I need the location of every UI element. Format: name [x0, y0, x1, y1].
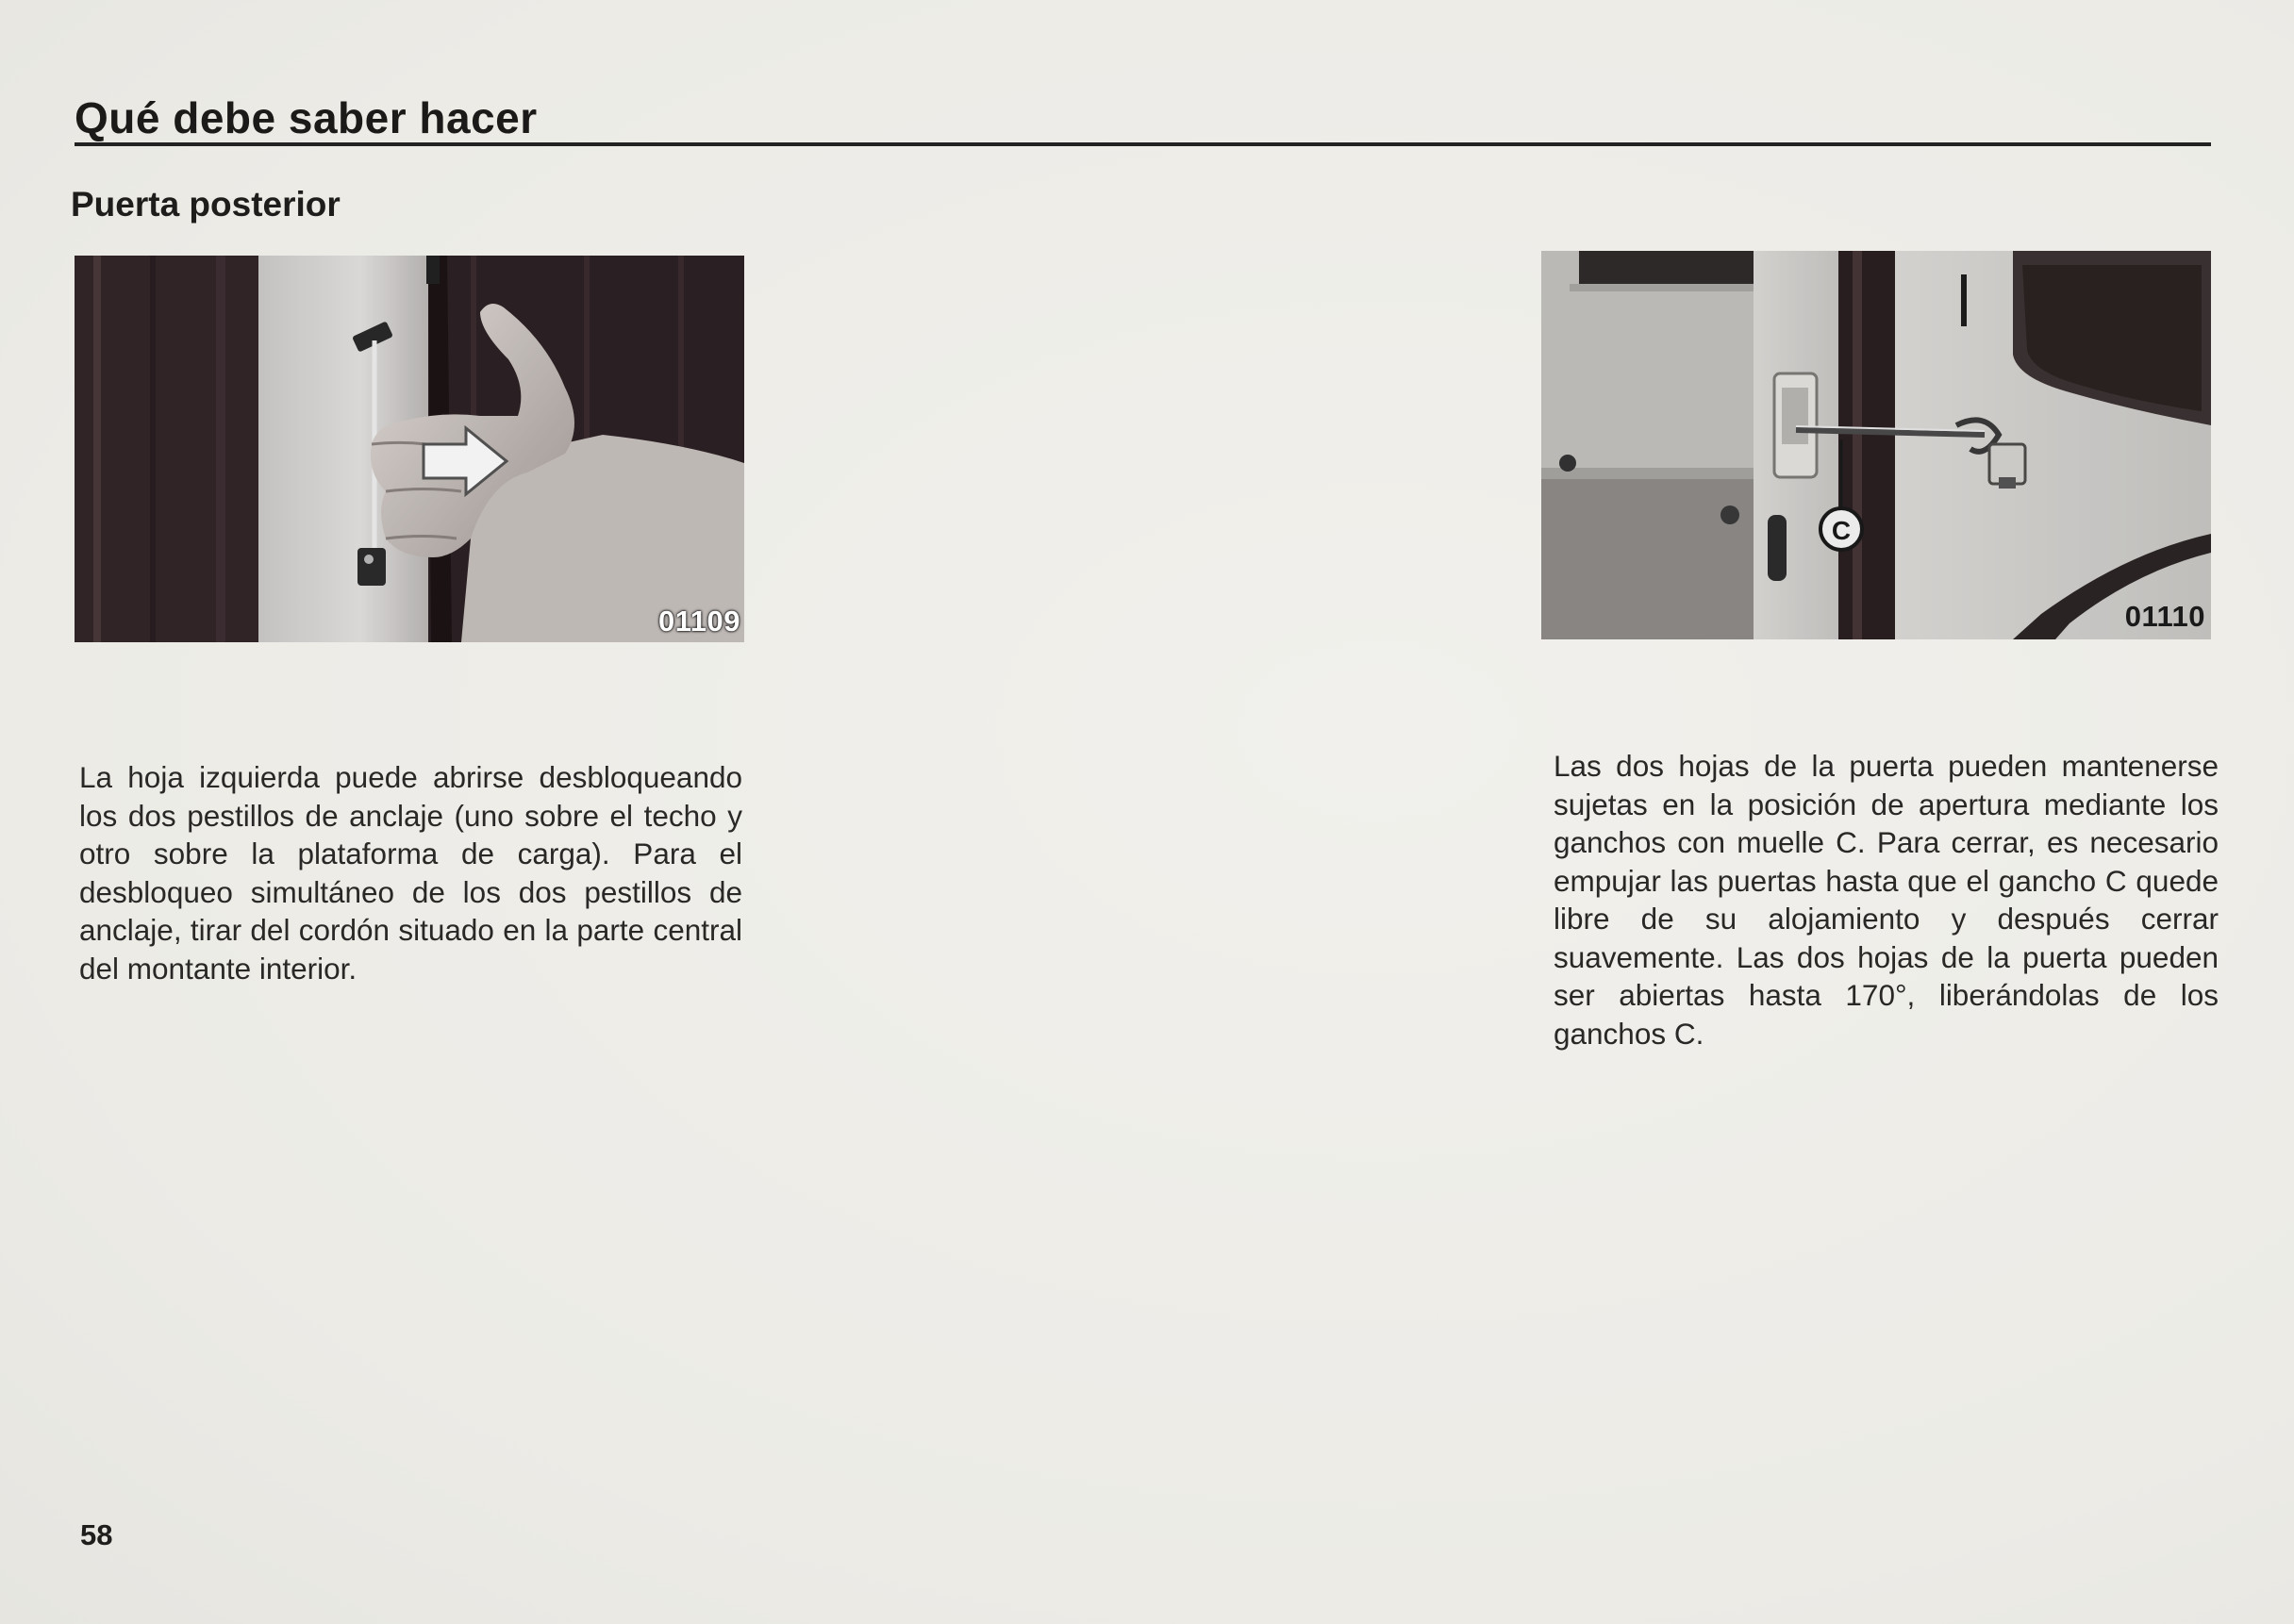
photo-rear-door-spring-hook: [1541, 251, 2211, 639]
figure-code-left: 01109: [658, 605, 740, 638]
header-rule: [75, 142, 2211, 146]
section-title: Puerta posterior: [71, 185, 341, 224]
photo-rear-door-latch-cord: [75, 256, 744, 642]
figure-code-right: 01110: [2124, 600, 2205, 633]
callout-c-label: C: [1831, 516, 1852, 545]
page-header-title: Qué debe saber hacer: [75, 93, 538, 142]
photo-latch-cord-illustration: [75, 256, 744, 642]
page-number: 58: [80, 1518, 113, 1551]
photo-spring-hook-illustration: [1541, 251, 2211, 639]
paragraph-right: Las dos hojas de la puerta pueden mantenerse sujetas en la posición de apertura mediante los ganchos con muelle C. Para cerrar, es necesario empujar las puertas hasta que el gancho C quede libre de su alojamiento y después cerrar suavemente. Las dos hojas de la puerta pueden ser abiertas hasta 170°, liberándolas de los ganchos C.: [1554, 749, 2219, 1051]
paragraph-left: La hoja izquierda puede abrirse desbloqueando los dos pestillos de anclaje (uno sobre el techo y otro sobre la plataforma de carga). Para el desbloqueo simultáneo de los dos pestillos de anclaje, tirar del cordón situado en la parte central del montante interior.: [79, 760, 742, 986]
